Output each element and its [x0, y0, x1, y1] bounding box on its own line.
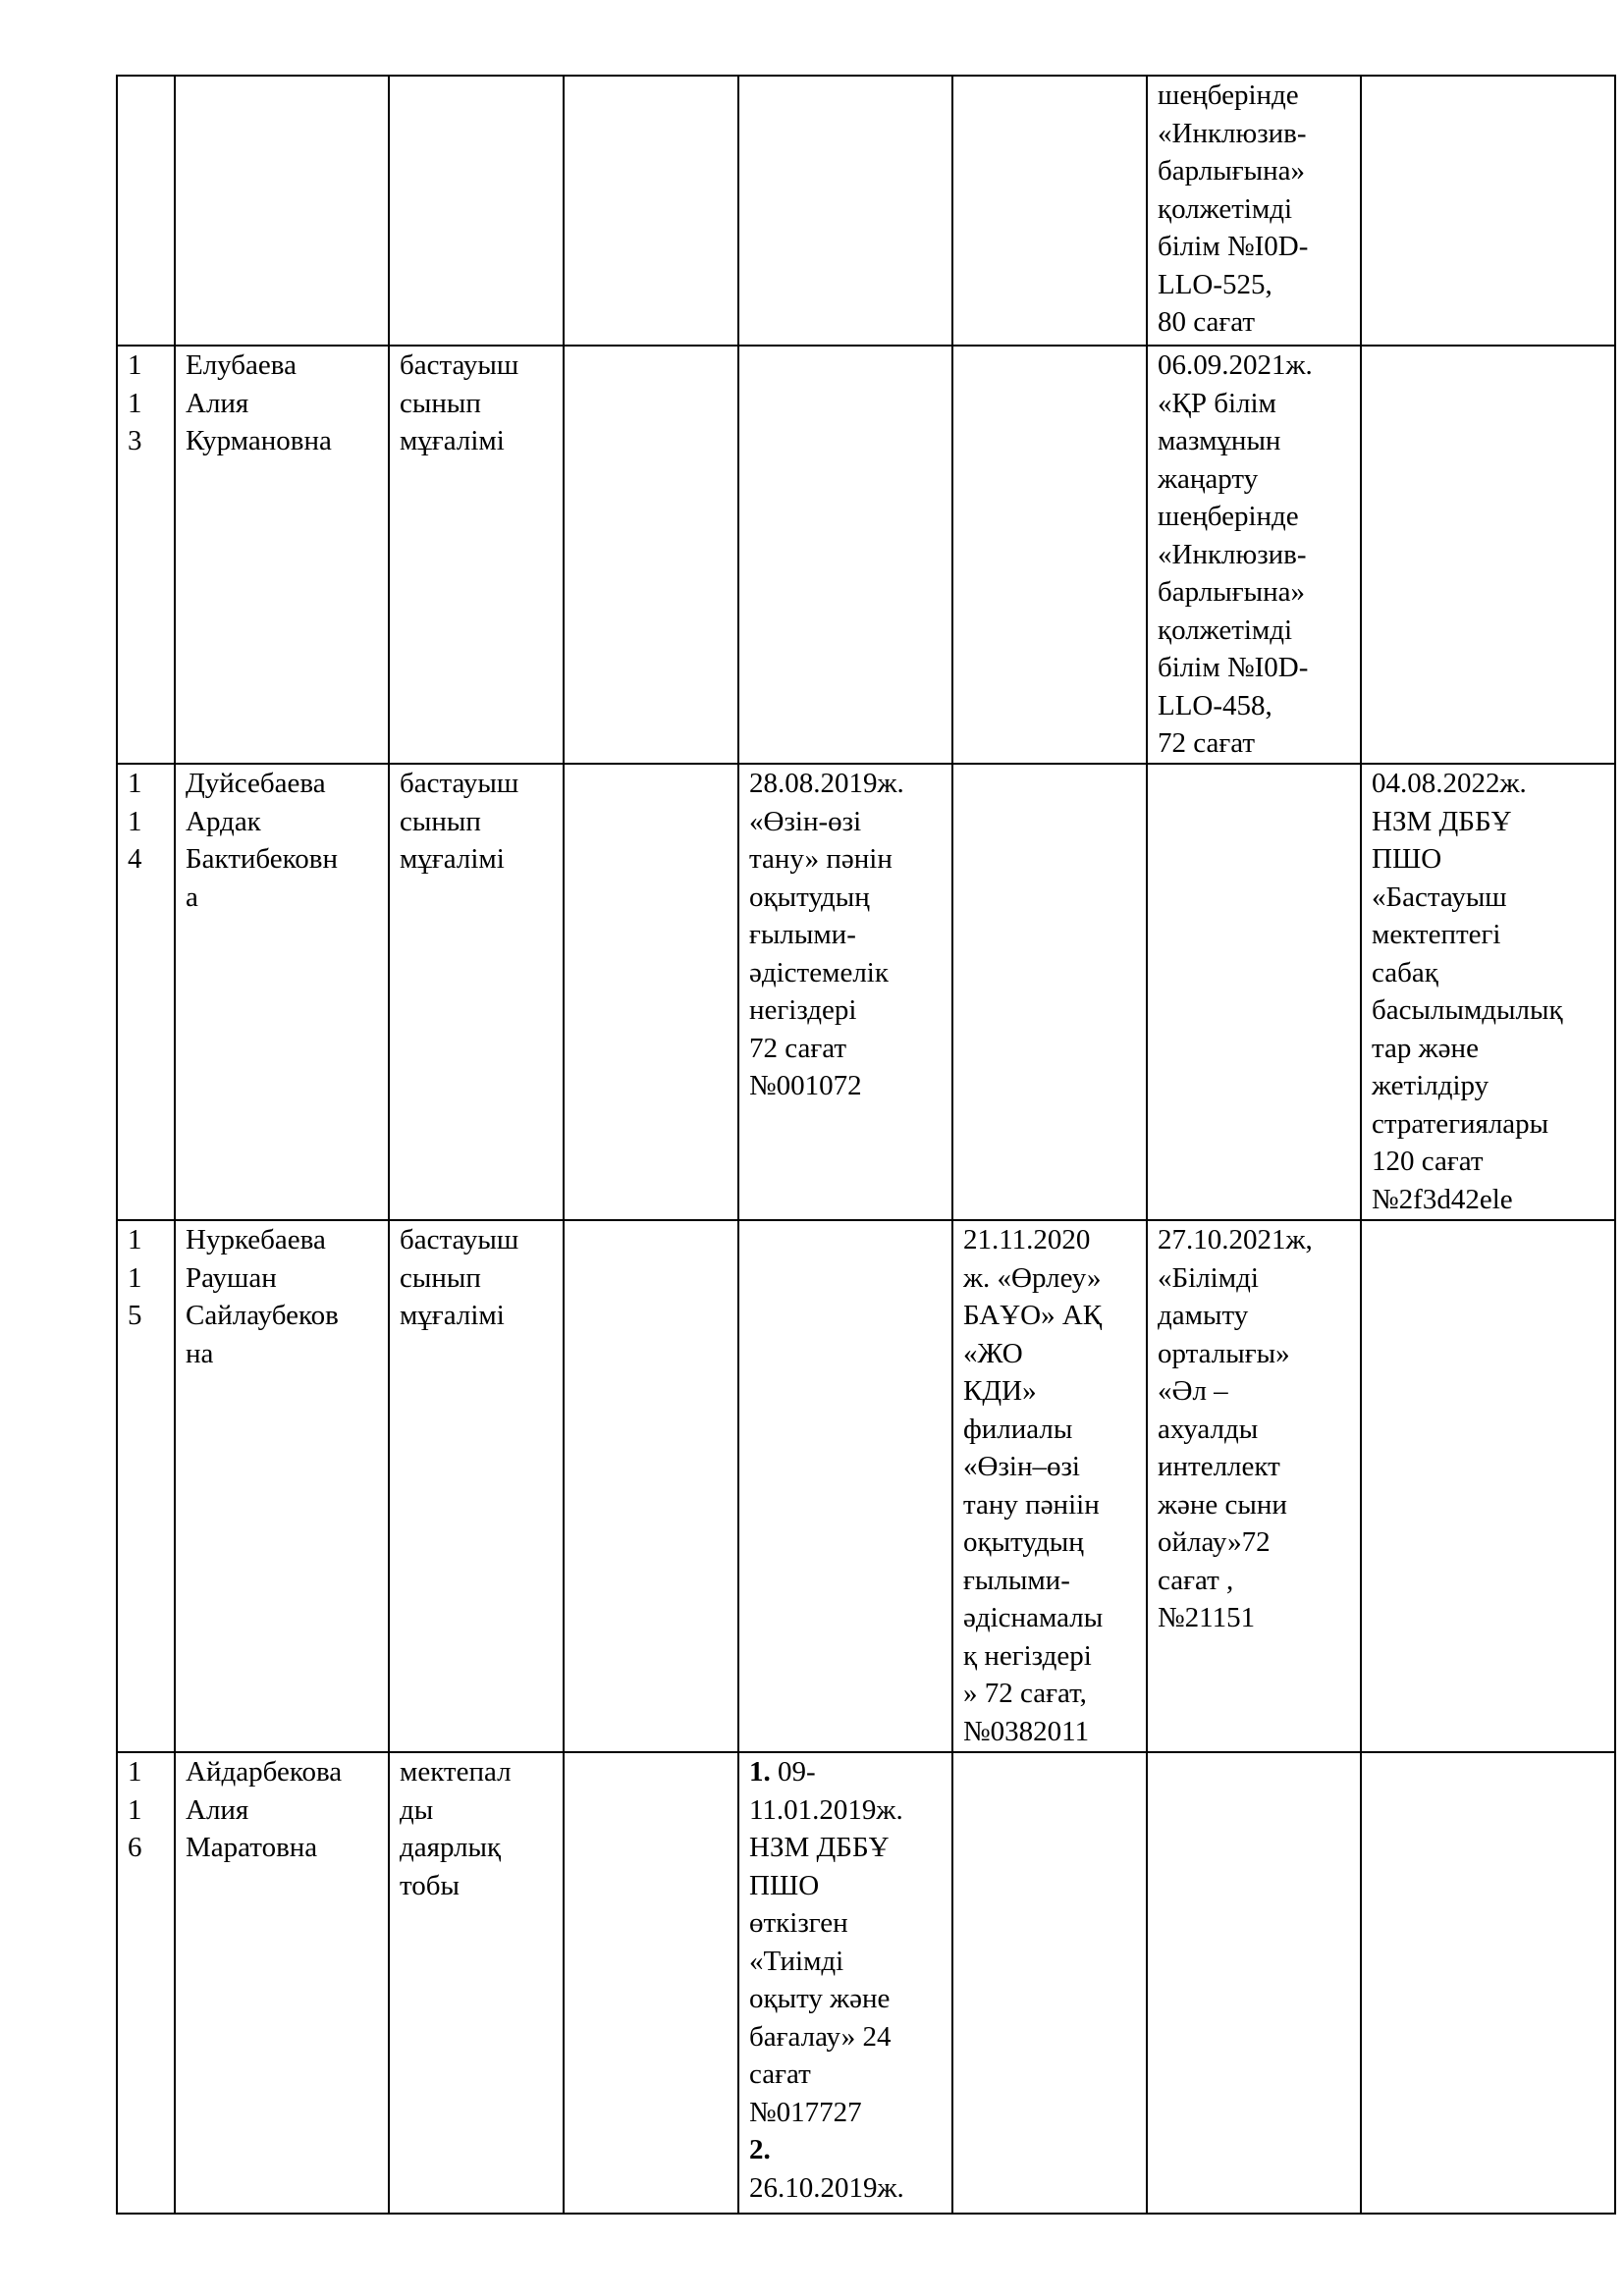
course-cell — [738, 76, 952, 346]
course-cell: 06.09.2021ж. «ҚР білім мазмұнын жаңарту шеңберінде «Инклюзив- барлығына» қолжетімді білім №I0D- LLO-458, 72 сағат — [1147, 346, 1361, 764]
row-number-cell: 1 1 5 — [117, 1220, 175, 1752]
course-cell — [564, 346, 738, 764]
position-cell: мектепал ды даярлық тобы — [389, 1752, 564, 2214]
course-cell — [738, 1752, 952, 2214]
teacher-name-cell: Елубаева Алия Курмановна — [175, 346, 389, 764]
list-number: 1. — [749, 1756, 771, 1788]
teacher-name-cell: Нуркебаева Раушан Сайлаубеков на — [175, 1220, 389, 1752]
table-row — [117, 76, 1615, 346]
teacher-name-cell: Айдарбекова Алия Маратовна — [175, 1752, 389, 2214]
course-cell — [1361, 1752, 1615, 2214]
course-cell — [738, 346, 952, 764]
course-entry-text: 26.10.2019ж. — [749, 2171, 904, 2204]
position-cell: бастауыш сынып мұғалімі — [389, 1220, 564, 1752]
course-cell: 21.11.2020 ж. «Өрлеу» БАҰО» АҚ «ЖО КДИ» филиалы «Өзін–өзі тану пәніін оқытудың ғылыми- әдіснамалы қ негіздері » 72 сағат, №0382011 — [952, 1220, 1147, 1752]
row-number-cell: 1 1 4 — [117, 764, 175, 1220]
course-cell — [1361, 1220, 1615, 1752]
course-cell — [1361, 76, 1615, 346]
course-cell — [738, 1220, 952, 1752]
table-row — [117, 764, 1615, 1220]
course-cell — [564, 764, 738, 1220]
row-number-cell: 1 1 6 — [117, 1752, 175, 2214]
course-cell — [564, 1220, 738, 1752]
courses-table — [116, 75, 1616, 2215]
table-row — [117, 346, 1615, 764]
position-cell — [389, 76, 564, 346]
course-cell — [952, 1752, 1147, 2214]
course-cell: 27.10.2021ж, «Білімді дамыту орталығы» «Әл – ахуалды интеллект және сыни ойлау»72 сағат , №21151 — [1147, 1220, 1361, 1752]
teacher-name-cell — [175, 76, 389, 346]
course-cell — [1361, 346, 1615, 764]
position-cell: бастауыш сынып мұғалімі — [389, 346, 564, 764]
course-cell — [564, 76, 738, 346]
row-number-cell — [117, 76, 175, 346]
course-cell: 04.08.2022ж. НЗМ ДББҰ ПШО «Бастауыш мектептегі сабақ басылымдылық тар және жетілдіру стратегиялары 120 сағат №2f3d42ele — [1361, 764, 1615, 1220]
course-cell — [952, 346, 1147, 764]
course-cell: 28.08.2019ж. «Өзін-өзі тану» пәнін оқытудың ғылыми- әдістемелік негіздері 72 сағат №001072 — [738, 764, 952, 1220]
course-cell — [952, 764, 1147, 1220]
course-cell — [1147, 764, 1361, 1220]
table-row — [117, 1752, 1615, 2214]
course-cell: шеңберінде «Инклюзив- барлығына» қолжетімді білім №I0D- LLO-525, 80 сағат — [1147, 76, 1361, 346]
teacher-name-cell: Дуйсебаева Ардак Бактибековн а — [175, 764, 389, 1220]
position-cell: бастауыш сынып мұғалімі — [389, 764, 564, 1220]
table-row — [117, 1220, 1615, 1752]
course-entry-text: 09- 11.01.2019ж. НЗМ ДББҰ ПШО өткізген «Тиімді оқыту және бағалау» 24 сағат №017727 — [749, 1756, 903, 2128]
course-cell — [952, 76, 1147, 346]
list-number: 2. — [749, 2134, 771, 2165]
row-number-cell: 1 1 3 — [117, 346, 175, 764]
course-cell — [564, 1752, 738, 2214]
course-cell — [1147, 1752, 1361, 2214]
